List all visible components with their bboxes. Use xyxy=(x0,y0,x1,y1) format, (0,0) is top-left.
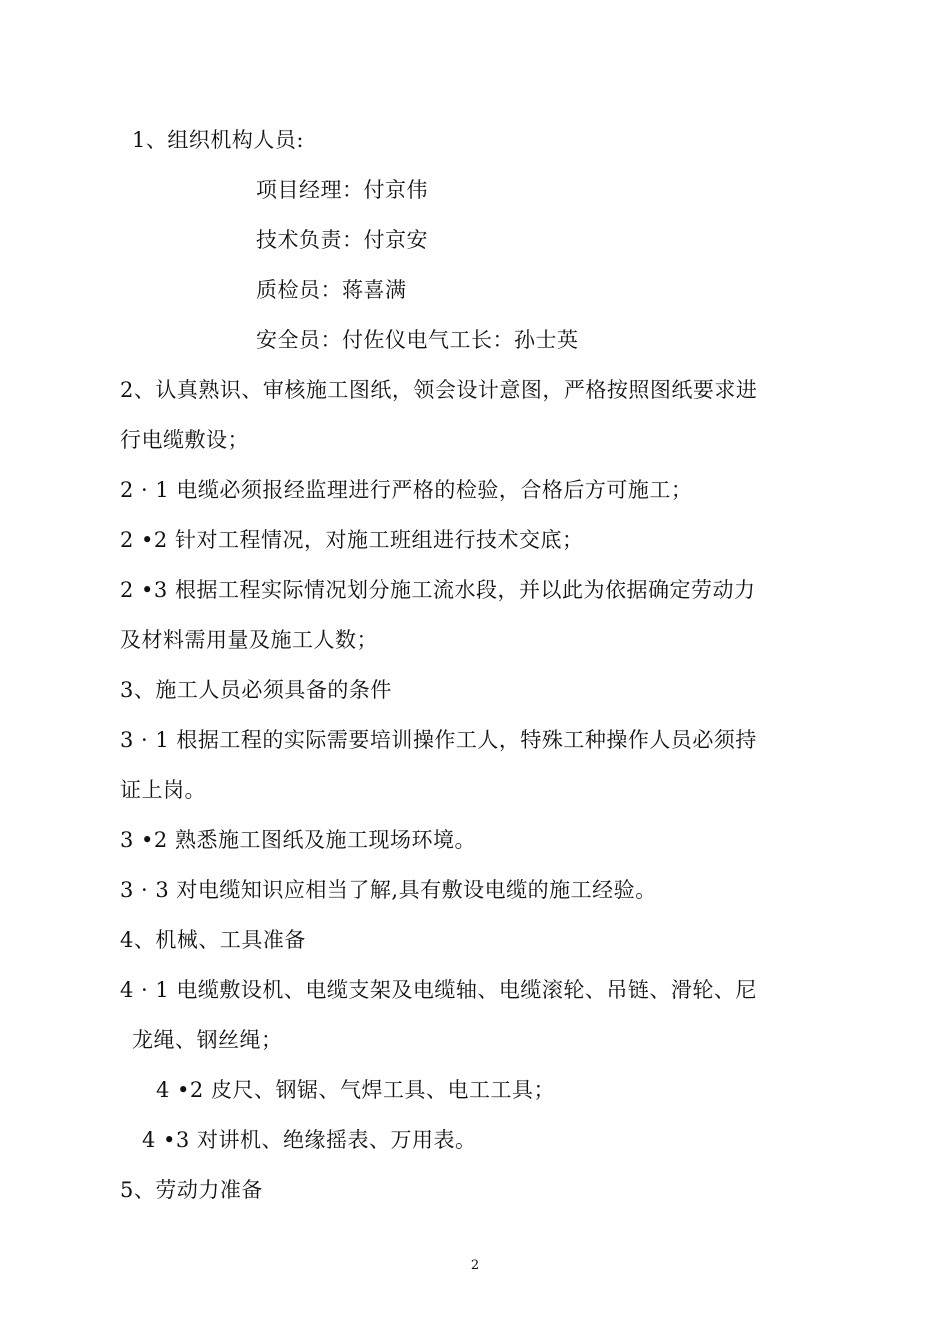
item-4-2: 4 •2 皮尺、钢锯、气焊工具、电工工具； xyxy=(156,1078,555,1102)
safety-officer-line: 安全员：付佐仪电气工长：孙士英 xyxy=(256,328,579,352)
project-manager-line: 项目经理：付京伟 xyxy=(256,178,428,202)
item-2-1: 2 · 1 电缆必须报经监理进行严格的检验，合格后方可施工； xyxy=(120,478,693,502)
section-2-heading: 2、认真熟识、审核施工图纸，领会设计意图，严格按照图纸要求进 xyxy=(120,378,758,402)
item-2-2: 2 •2 针对工程情况，对施工班组进行技术交底； xyxy=(120,528,584,552)
quality-inspector-line: 质检员：蒋喜满 xyxy=(256,278,407,302)
item-3-3: 3 · 3 对电缆知识应相当了解,具有敷设电缆的施工经验。 xyxy=(120,878,657,902)
item-4-3: 4 •3 对讲机、绝缘摇表、万用表。 xyxy=(142,1128,477,1152)
page-number: 2 xyxy=(470,1258,480,1273)
item-3-1-continuation: 证上岗。 xyxy=(120,778,206,802)
item-2-3: 2 •3 根据工程实际情况划分施工流水段，并以此为依据确定劳动力 xyxy=(120,578,756,602)
item-3-2: 3 •2 熟悉施工图纸及施工现场环境。 xyxy=(120,828,476,852)
section-3-heading: 3、施工人员必须具备的条件 xyxy=(120,678,392,702)
section-4-heading: 4、机械、工具准备 xyxy=(120,928,306,952)
item-2-3-continuation: 及材料需用量及施工人数； xyxy=(120,628,378,652)
section-2-continuation: 行电缆敷设； xyxy=(120,428,249,452)
technical-lead-line: 技术负责：付京安 xyxy=(256,228,428,252)
item-4-1: 4 · 1 电缆敷设机、电缆支架及电缆轴、电缆滚轮、吊链、滑轮、尼 xyxy=(120,978,757,1002)
section-5-heading: 5、劳动力准备 xyxy=(120,1178,263,1202)
item-3-1: 3 · 1 根据工程的实际需要培训操作工人，特殊工种操作人员必须持 xyxy=(120,728,757,752)
item-4-1-continuation: 龙绳、钢丝绳； xyxy=(132,1028,283,1052)
section-1-heading: 1、组织机构人员: xyxy=(132,128,304,152)
